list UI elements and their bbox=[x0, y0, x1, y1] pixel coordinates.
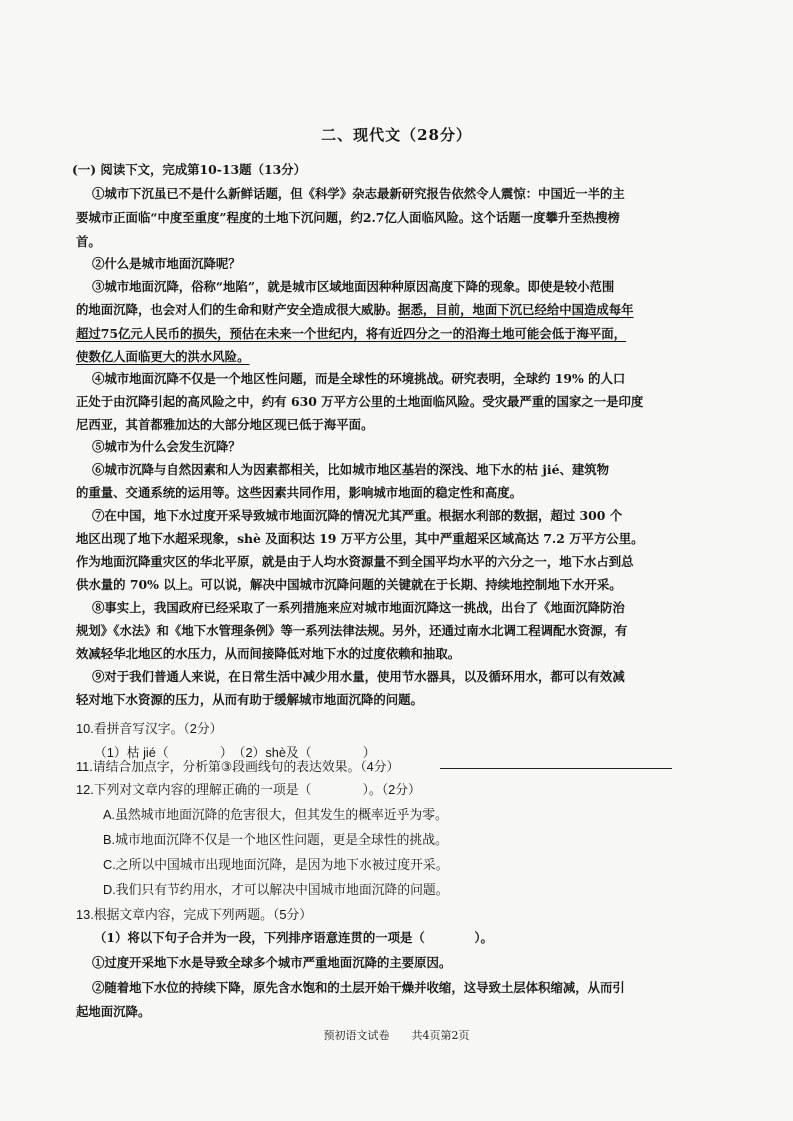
option-c[interactable]: C.之所以中国城市出现地面沉降，是因为地下水被过度开采。 bbox=[103, 857, 449, 872]
option-a[interactable]: A.虽然城市地面沉降的危害很大，但其发生的概率近乎为零。 bbox=[103, 807, 448, 822]
underlined-sentence: 据悉，目前，地面下沉已经给中国造成每年 bbox=[398, 302, 634, 317]
passage-line: ⑥城市沉降与自然因素和人为因素都相关，比如城市地区基岩的深浅、地下水的枯 jié、建筑物 bbox=[92, 462, 610, 477]
passage-line: ②什么是城市地面沉降呢？ bbox=[92, 256, 241, 271]
passage-line: 的重量、交通系统的运用等。这些因素共同作用，影响城市地面的稳定性和高度。 bbox=[76, 485, 523, 500]
passage-line: ⑧事实上，我国政府已经采取了一系列措施来应对城市地面沉降这一挑战，出台了《地面沉降防治 bbox=[92, 600, 625, 615]
passage-line: ④城市地面沉降不仅是一个地区性问题，而是全球性的环境挑战。研究表明，全球约 19% 的人口 bbox=[92, 371, 626, 386]
passage-line: 要城市正面临“中度至重度”程度的土地下沉问题，约2.7亿人面临风险。这个话题一度攀升至热搜榜 bbox=[76, 210, 620, 225]
question-11: 11.请结合加点字，分析第③段画线句的表达效果。（4分） bbox=[76, 759, 400, 774]
passage-line bbox=[76, 300, 676, 320]
passage-line: 供水量的 70% 以上。可以说，解决中国城市沉降问题的关键就在于长期、持续地控制地下水开采。 bbox=[76, 577, 622, 592]
passage-line: ①城市下沉虽已不是什么新鲜话题，但《科学》杂志最新研究报告依然令人震惊：中国近一半的主 bbox=[92, 186, 625, 201]
question-13: 13.根据文章内容，完成下列两题。（5分） bbox=[76, 907, 313, 922]
passage-text: 的地面沉降，也会对人们的生命和财产安全造成很大威胁。 bbox=[76, 302, 399, 317]
passage-line: 效减轻华北地区的水压力，从而间接降低对地下水的过度依赖和抽取。 bbox=[76, 646, 461, 661]
passage-line: ③城市地面沉降，俗称“地陷”，就是城市区域地面因种种原因高度下降的现象。即使是较小范围 bbox=[92, 279, 615, 294]
passage-line: 地区出现了地下水超采现象，shè 及面积达 19 万平方公里，其中严重超采区域高达 7.2 万平方公里。 bbox=[76, 531, 644, 546]
passage-line: 规划》《水法》和《地下水管理条例》等一系列法律法规。另外，还通过南水北调工程调配水资源，有 bbox=[76, 623, 628, 638]
passage-line: ⑤城市为什么会发生沉降？ bbox=[92, 439, 241, 454]
underlined-sentence: 使数亿人面临更大的洪水风险。 bbox=[76, 349, 250, 364]
underlined-sentence: 超过75亿元人民币的损失，预估在未来一个世纪内，将有近四分之一的沿海土地可能会低于海平面， bbox=[76, 326, 627, 341]
question-13-sub: （1）将以下句子合并为一段，下列排序语意连贯的一项是（ ）。 bbox=[94, 930, 493, 945]
question-10: 10.看拼音写汉字。（2分） bbox=[76, 721, 223, 736]
option-b[interactable]: B.城市地面沉降不仅是一个地区性问题，更是全球性的挑战。 bbox=[103, 832, 448, 847]
passage-line: ⑨对于我们普通人来说，在日常生活中减少用水量，使用节水器具，以及循环用水，都可以有效减 bbox=[92, 669, 625, 684]
passage-line: 首。 bbox=[76, 234, 101, 249]
part1-heading: (一) 阅读下文，完成第10-13题（13分） bbox=[72, 162, 306, 177]
passage-line: 作为地面沉降重灾区的华北平原，就是由于人均水资源量不到全国平均水平的六分之一，地下水占到总 bbox=[76, 554, 634, 569]
passage-line: ⑦在中国，地下水过度开采导致城市地面沉降的情况尤其严重。根据水利部的数据，超过 300 个 bbox=[92, 508, 623, 523]
question-12: 12.下列对文章内容的理解正确的一项是（ ）。（2分） bbox=[76, 782, 421, 797]
passage-line: 尼西亚，其首都雅加达的大部分地区现已低于海平面。 bbox=[76, 417, 374, 432]
question-10-blanks[interactable]: （1）枯 jié（ ） （2）shè及（ ） bbox=[94, 745, 376, 760]
section-title: 二、现代文（28分） bbox=[321, 126, 472, 144]
passage-line: 轻对地下水资源的压力，从而有助于缓解城市地面沉降的问题。 bbox=[76, 692, 423, 707]
sentence-2-cont: 起地面沉降。 bbox=[76, 1004, 151, 1019]
option-d[interactable]: D.我们只有节约用水，才可以解决中国城市地面沉降的问题。 bbox=[103, 882, 449, 897]
sentence-2: ②随着地下水位的持续下降，原先含水饱和的土层开始干燥并收缩，这导致土层体积缩减，从而引 bbox=[92, 980, 625, 995]
passage-line: 正处于由沉降引起的高风险之中，约有 630 万平方公里的土地面临风险。受灾最严重的国家之一是印度 bbox=[76, 394, 644, 409]
sentence-1: ①过度开采地下水是导致全球多个城市严重地面沉降的主要原因。 bbox=[92, 955, 452, 970]
page-footer: 预初语文试卷 共4页第2页 bbox=[323, 1029, 470, 1042]
answer-blank[interactable] bbox=[440, 768, 672, 769]
